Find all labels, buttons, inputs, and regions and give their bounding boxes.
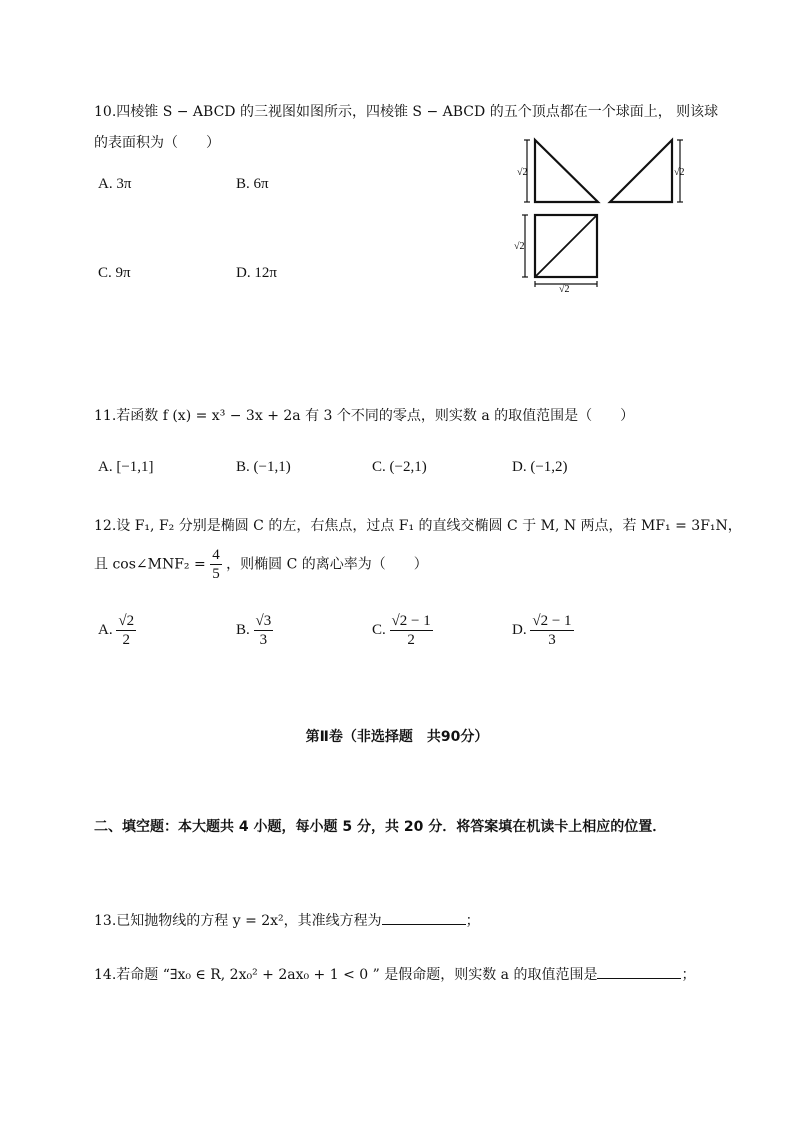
three-view-figure: [508, 132, 698, 294]
q11-stem: 11.若函数 f (x) = x³ − 3x + 2a 有 3 个不同的零点，则实数 a 的取值范围是（ ）: [94, 408, 635, 424]
q13: [94, 910, 480, 930]
q11-option-c: C. (−2,1): [372, 459, 427, 475]
side-view-triangle: [610, 140, 672, 202]
q11-option-a: A. [−1,1]: [98, 459, 154, 475]
q11-option-b: B. (−1,1): [236, 459, 291, 475]
q12-option-b-num: √3: [255, 613, 272, 629]
front-view-triangle: [535, 140, 598, 202]
q12-option-c-den: 2: [407, 632, 415, 648]
top-view-height-label: √2: [514, 241, 525, 252]
side-view-dim-label: √2: [674, 167, 685, 178]
section2-title: 第Ⅱ卷（非选择题 共90分）: [305, 729, 489, 745]
q12-option-c: [372, 612, 433, 649]
q12-option-d-label: D.: [512, 621, 527, 638]
q12-option-b-den: 3: [259, 632, 268, 648]
q12-stem-line2-pre: 且 cos∠MNF₂ =: [94, 556, 206, 573]
q12-stem-line1: 12.设 F₁, F₂ 分别是椭圆 C 的左，右焦点，过点 F₁ 的直线交椭圆 C 于 M, N 两点，若 MF₁ = 3F₁N，: [94, 518, 742, 534]
q12-option-a-label: A.: [98, 621, 113, 638]
q10-option-c: C. 9π: [98, 265, 131, 281]
top-view-width-label: √2: [559, 284, 570, 294]
fill-in-heading: 二、填空题：本大题共 4 小题，每小题 5 分，共 20 分．将答案填在机读卡上相应的位置．: [94, 819, 667, 835]
q12-option-d: [512, 612, 574, 649]
q14-stem: 14.若命题 “∃x₀ ∈ R, 2x₀² + 2ax₀ + 1 < 0 ” 是假命题，则实数 a 的取值范围是: [94, 967, 598, 983]
q13-stem: 13.已知抛物线的方程 y = 2x²，其准线方程为: [94, 913, 382, 929]
top-view-diagonal: [535, 215, 597, 277]
q12-option-b: [236, 612, 273, 649]
q14: [94, 964, 695, 984]
q11-option-d: D. (−1,2): [512, 459, 568, 475]
q12-option-c-label: C.: [372, 621, 386, 638]
q12-cos-den: 5: [212, 566, 220, 582]
q12-option-d-num: √2 − 1: [532, 613, 572, 629]
front-view-dim-label: √2: [517, 167, 528, 178]
q12-stem-line2: [94, 546, 428, 583]
q10-option-b: B. 6π: [236, 176, 269, 192]
q12-option-a: [98, 612, 136, 649]
q14-answer-blank[interactable]: [597, 964, 681, 979]
q12-option-a-num: √2: [118, 613, 135, 629]
q10-option-d: D. 12π: [236, 265, 277, 281]
q12-option-b-label: B.: [236, 621, 250, 638]
q12-stem-line2-post: ，则椭圆 C 的离心率为（ ）: [226, 556, 428, 573]
q13-end: ；: [465, 913, 480, 929]
q12-option-a-den: 2: [122, 632, 130, 648]
q10-option-a: A. 3π: [98, 176, 132, 192]
q12-option-c-num: √2 − 1: [391, 613, 431, 629]
q13-answer-blank[interactable]: [382, 910, 466, 925]
q12-option-d-den: 3: [548, 632, 556, 648]
q12-cos-fraction: [210, 546, 222, 583]
q12-cos-num: 4: [212, 547, 220, 563]
q14-end: ；: [681, 967, 696, 983]
q10-stem-line2: 的表面积为（ ）: [94, 135, 220, 151]
q10-stem-line1: 10.四棱锥 S − ABCD 的三视图如图所示，四棱锥 S − ABCD 的五个顶点都在一个球面上， 则该球: [94, 104, 719, 120]
